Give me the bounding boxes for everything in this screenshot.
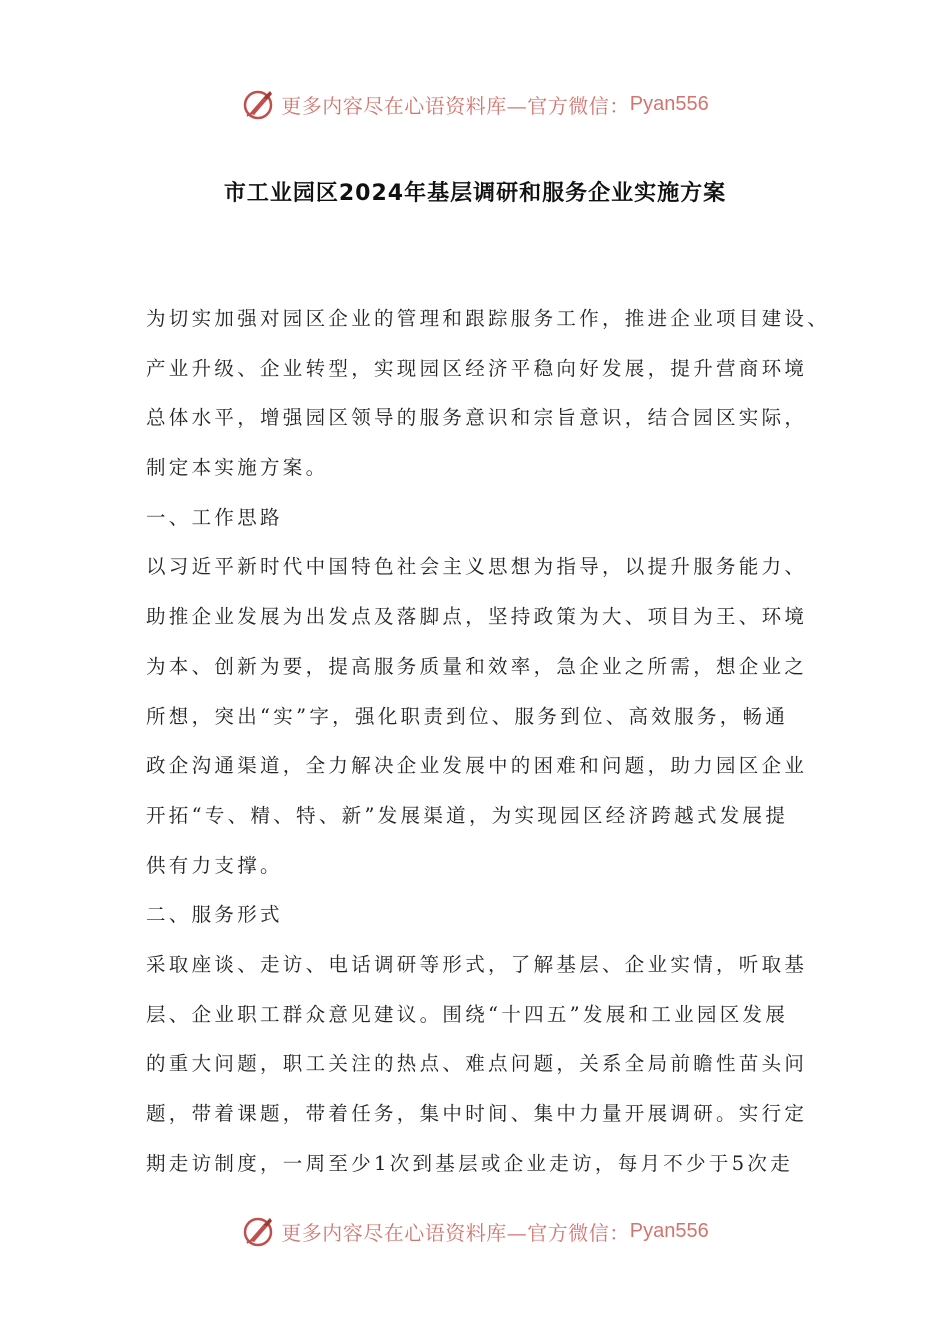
body-line: 助推企业发展为出发点及落脚点，坚持政策为大、项目为王、环境 <box>146 605 808 629</box>
body-line: 产业升级、企业转型，实现园区经济平稳向好发展，提升营商环境 <box>146 356 808 380</box>
body-line: 总体水平，增强园区领导的服务意识和宗旨意识，结合园区实际， <box>146 406 808 430</box>
document-title: 市工业园区2024年基层调研和服务企业实施方案 <box>223 181 727 206</box>
body-line: 为本、创新为要，提高服务质量和效率，急企业之所需，想企业之 <box>146 654 808 678</box>
body-line: 题，带着课题，带着任务，集中时间、集中力量开展调研。实行定 <box>146 1102 808 1125</box>
body-line: 采取座谈、走访、电话调研等形式，了解基层、企业实情，听取基 <box>146 952 808 976</box>
watermark-text: 更多内容尽在心语资料库—官方微信： <box>281 93 630 118</box>
body-line: 层、企业职工群众意见建议。围绕“十四五”发展和工业园区发展 <box>146 1002 789 1026</box>
pen-logo-icon <box>241 1213 277 1249</box>
body-line: 期走访制度，一周至少1次到基层或企业走访，每月不少于5次走 <box>146 1151 794 1175</box>
body-line: 开拓“专、精、特、新”发展渠道，为实现园区经济跨越式发展提 <box>146 803 789 827</box>
watermark-banner-bottom <box>0 1211 950 1251</box>
pen-logo-icon <box>241 86 277 122</box>
body-line: 为切实加强对园区企业的管理和跟踪服务工作，推进企业项目建设、 <box>146 307 831 330</box>
body-line: 制定本实施方案。 <box>146 456 329 480</box>
section-heading: 一、工作思路 <box>146 505 283 529</box>
body-line: 以习近平新时代中国特色社会主义思想为指导，以提升服务能力、 <box>146 555 808 579</box>
document-body <box>146 294 836 1188</box>
watermark-wechat-id: Pyan556 <box>629 92 709 115</box>
body-line: 的重大问题，职工关注的热点、难点问题，关系全局前瞻性苗头问 <box>146 1052 808 1076</box>
watermark-text: 更多内容尽在心语资料库—官方微信： <box>281 1220 630 1245</box>
section-heading: 二、服务形式 <box>146 903 283 927</box>
body-line: 所想，突出“实”字，强化职责到位、服务到位、高效服务，畅通 <box>146 704 789 728</box>
body-line: 政企沟通渠道，全力解决企业发展中的困难和问题，助力园区企业 <box>146 754 808 778</box>
body-line: 供有力支撑。 <box>146 853 283 877</box>
watermark-banner-top <box>0 84 950 124</box>
watermark-wechat-id: Pyan556 <box>629 1219 709 1242</box>
